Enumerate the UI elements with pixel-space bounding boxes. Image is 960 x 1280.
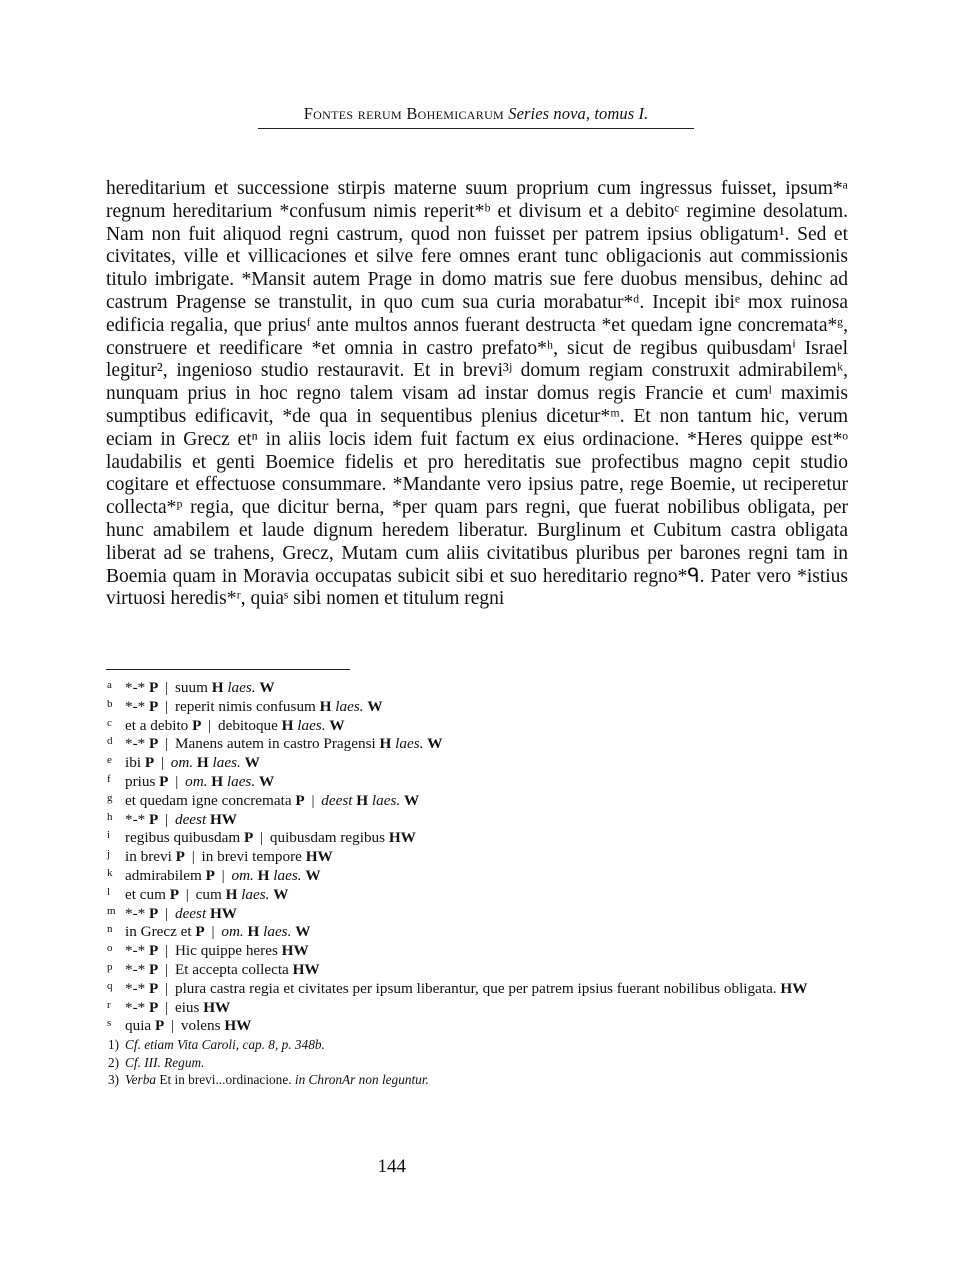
apparatus-note-reading: om. bbox=[231, 866, 254, 884]
source-note bbox=[106, 1036, 848, 1054]
apparatus-note-siglum: H bbox=[247, 923, 260, 941]
apparatus-separator: | bbox=[185, 885, 189, 903]
apparatus-note-siglum: P bbox=[149, 697, 159, 715]
apparatus-note-reading: deest bbox=[321, 791, 353, 809]
apparatus-note-siglum: P bbox=[149, 810, 159, 828]
page-number: 144 bbox=[377, 1156, 406, 1177]
source-note-number: 1) bbox=[108, 1037, 120, 1053]
apparatus-note bbox=[106, 811, 848, 830]
apparatus-note-siglum: HW bbox=[388, 829, 416, 847]
apparatus-note bbox=[106, 717, 848, 736]
apparatus-note-siglum: P bbox=[149, 735, 159, 753]
apparatus-note-siglum: W bbox=[403, 791, 420, 809]
apparatus-note bbox=[106, 999, 848, 1018]
apparatus-separator: | bbox=[311, 791, 315, 809]
apparatus-note-siglum: W bbox=[427, 735, 443, 753]
apparatus-note bbox=[106, 773, 848, 792]
apparatus-note bbox=[106, 886, 848, 905]
apparatus-note-remark: laes. bbox=[371, 791, 401, 809]
apparatus-note-siglum: H bbox=[196, 754, 209, 772]
apparatus-separator: | bbox=[165, 735, 169, 753]
apparatus-note-siglum: P bbox=[144, 754, 155, 772]
apparatus-note-siglum: W bbox=[329, 716, 345, 734]
apparatus-note bbox=[106, 848, 848, 867]
apparatus-note-siglum: W bbox=[259, 679, 275, 696]
apparatus-separator: | bbox=[165, 998, 169, 1016]
apparatus-note-reading: in brevi tempore bbox=[201, 848, 302, 866]
apparatus-note-siglum: P bbox=[149, 904, 159, 922]
apparatus-note-siglum: P bbox=[295, 791, 305, 809]
apparatus-note-reading: Manens autem in castro Pragensi bbox=[174, 735, 376, 753]
apparatus-note-mark: c bbox=[107, 716, 112, 729]
apparatus-note-siglum: P bbox=[169, 885, 179, 903]
source-note-pre: Verba bbox=[125, 1072, 157, 1088]
apparatus-separator: | bbox=[175, 772, 179, 790]
apparatus-note-siglum: HW bbox=[224, 1017, 252, 1035]
apparatus-note-mark: g bbox=[107, 791, 113, 804]
apparatus-note-remark: laes. bbox=[263, 923, 292, 941]
apparatus-separator: | bbox=[165, 679, 169, 696]
apparatus-note-mark: j bbox=[107, 848, 111, 861]
apparatus-note-siglum: HW bbox=[209, 904, 237, 922]
apparatus-note bbox=[106, 923, 848, 942]
apparatus-note-reading: plura castra regia et civitates per ipsum liberantur, que per patrem ipsius fuerant nobilibus obligata. bbox=[174, 979, 777, 997]
apparatus-note-mark: p bbox=[107, 960, 113, 973]
apparatus-note-siglum: W bbox=[258, 772, 275, 790]
apparatus-note-mark: h bbox=[107, 810, 113, 823]
apparatus-note bbox=[106, 905, 848, 924]
apparatus-note-siglum: H bbox=[211, 679, 224, 696]
apparatus-note-reading: om. bbox=[221, 923, 244, 941]
apparatus-note-mark: s bbox=[107, 1017, 112, 1030]
apparatus-note-siglum: P bbox=[149, 998, 159, 1016]
apparatus-separator: | bbox=[165, 697, 169, 715]
apparatus-separator: | bbox=[221, 866, 225, 884]
source-note-number: 3) bbox=[108, 1072, 120, 1088]
source-notes bbox=[106, 1036, 848, 1089]
apparatus-note-siglum: W bbox=[244, 754, 260, 772]
apparatus-note bbox=[106, 735, 848, 754]
apparatus-note-reading: Hic quippe heres bbox=[174, 942, 278, 960]
apparatus-note-lemma: et cum bbox=[125, 885, 166, 903]
apparatus-note bbox=[106, 829, 848, 848]
apparatus-separator: | bbox=[165, 960, 169, 978]
apparatus-note-siglum: H bbox=[211, 772, 224, 790]
apparatus-note-siglum: HW bbox=[281, 942, 309, 960]
apparatus-note-siglum: H bbox=[281, 716, 294, 734]
apparatus-note-siglum: H bbox=[379, 735, 392, 753]
apparatus-note-mark: b bbox=[107, 697, 113, 710]
source-note bbox=[106, 1071, 848, 1089]
apparatus-note-reading: deest bbox=[174, 904, 207, 922]
apparatus-note bbox=[106, 679, 848, 698]
apparatus-separator: | bbox=[211, 923, 215, 941]
source-note bbox=[106, 1054, 848, 1072]
apparatus-note-siglum: P bbox=[243, 829, 254, 847]
apparatus-note-remark: laes. bbox=[297, 716, 326, 734]
apparatus-note-siglum: P bbox=[195, 923, 205, 941]
apparatus-note-siglum: P bbox=[149, 960, 159, 978]
apparatus-note bbox=[106, 867, 848, 886]
apparatus-note-reading: eius bbox=[174, 998, 200, 1016]
running-head-title: Fontes rerum Bohemicarum bbox=[303, 104, 505, 123]
running-head-series: Series nova, tomus I. bbox=[508, 104, 649, 123]
apparatus-note-reading: volens bbox=[180, 1017, 221, 1035]
apparatus-note-remark: laes. bbox=[395, 735, 424, 753]
apparatus-note-mark: f bbox=[107, 772, 111, 785]
apparatus-note bbox=[106, 1017, 848, 1036]
apparatus-note-lemma: et quedam igne concremata bbox=[125, 791, 292, 809]
apparatus-note-lemma: in Grecz et bbox=[125, 923, 192, 941]
apparatus-note-siglum: HW bbox=[209, 810, 237, 828]
apparatus-note-siglum: W bbox=[273, 885, 289, 903]
apparatus-note-reading: suum bbox=[174, 679, 208, 696]
apparatus-note-reading: om. bbox=[170, 754, 194, 772]
apparatus-note-mark: k bbox=[107, 866, 113, 879]
critical-apparatus bbox=[106, 679, 848, 1089]
running-head-rule bbox=[258, 128, 694, 129]
apparatus-note-siglum: P bbox=[149, 979, 159, 997]
apparatus-separator: | bbox=[160, 754, 164, 772]
apparatus-note-lemma: *-* bbox=[125, 679, 146, 696]
apparatus-note-lemma: *-* bbox=[125, 810, 146, 828]
apparatus-note-mark: n bbox=[107, 923, 113, 936]
apparatus-note-mark: a bbox=[107, 679, 112, 691]
apparatus-note-remark: laes. bbox=[227, 679, 256, 696]
apparatus-note-siglum: H bbox=[356, 791, 369, 809]
apparatus-separator: | bbox=[171, 1017, 175, 1035]
apparatus-note-siglum: HW bbox=[292, 960, 320, 978]
apparatus-separator: | bbox=[260, 829, 264, 847]
apparatus-note-reading: reperit nimis confusum bbox=[174, 697, 316, 715]
apparatus-note-reading: quibusdam regibus bbox=[269, 829, 386, 847]
apparatus-note-lemma: ibi bbox=[125, 754, 142, 772]
apparatus-note-reading: om. bbox=[185, 772, 208, 790]
apparatus-note-remark: laes. bbox=[335, 697, 364, 715]
apparatus-note-mark: l bbox=[107, 885, 111, 898]
apparatus-note-mark: m bbox=[107, 904, 116, 917]
apparatus-note-lemma: et a debito bbox=[125, 716, 189, 734]
apparatus-note-reading: debitoque bbox=[217, 716, 278, 734]
source-note-number: 2) bbox=[108, 1054, 120, 1070]
apparatus-note-lemma: in brevi bbox=[125, 848, 172, 866]
apparatus-note-lemma: admirabilem bbox=[125, 866, 202, 884]
apparatus-note-reading: cum bbox=[195, 885, 222, 903]
apparatus-note-reading: deest bbox=[174, 810, 207, 828]
apparatus-note-siglum: W bbox=[305, 866, 321, 884]
apparatus-note-remark: laes. bbox=[212, 754, 241, 772]
apparatus-note-lemma: *-* bbox=[125, 697, 146, 715]
apparatus-note-siglum: W bbox=[367, 697, 383, 715]
apparatus-note-siglum: P bbox=[149, 679, 159, 696]
apparatus-note-siglum: P bbox=[154, 1017, 165, 1035]
apparatus-note-remark: laes. bbox=[273, 866, 302, 884]
footnote-rule bbox=[106, 669, 350, 670]
apparatus-note-lemma: regibus quibusdam bbox=[125, 829, 241, 847]
apparatus-note-lemma: *-* bbox=[125, 979, 146, 997]
apparatus-note-siglum: HW bbox=[780, 979, 808, 997]
apparatus-separator: | bbox=[165, 810, 169, 828]
running-head bbox=[258, 104, 694, 124]
source-note-text: Cf. etiam Vita Caroli, cap. 8, p. 348b. bbox=[125, 1037, 325, 1053]
apparatus-note-siglum: HW bbox=[305, 848, 333, 866]
apparatus-note-mark: d bbox=[107, 735, 113, 748]
apparatus-note bbox=[106, 961, 848, 980]
apparatus-note-mark: o bbox=[107, 942, 113, 955]
apparatus-note bbox=[106, 754, 848, 773]
main-text: hereditarium et successione stirpis materne suum proprium cum ingressus fuisset, ipsum*ᵃ regnum hereditarium *confusum nimis reperit*ᵇ et divisum et a debitoᶜ regimine desolatum. Nam non fuit aliquod regni castrum, quod non fuisset per patrem ipsius obligatum¹. Sed et civitates, ville et villicaciones et silve fere omnes erant tunc obligacionis aut commissionis titulo imbrigate. *Mansit autem Prage in domo matris sue fere duobus mensibus, dehinc ad castrum Pragense se transtulit, in quo cum sua curia morabatur*ᵈ. Incepit ibiᵉ mox ruinosa edificia regalia, que priusᶠ ante multos annos fuerant destructa *et quedam igne concremata*ᵍ, construere et reedificare *et omnia in castro prefato*ʰ, sicut de regibus quibusdamⁱ Israel legitur², ingenioso studio restauravit. Et in brevi³ʲ domum regiam construxit admirabilemᵏ, nunquam prius in hoc regno talem visam ad instar domus regis Francie et cumˡ maximis sumptibus edificavit, *de qua in sequentibus plenius dicetur*ᵐ. Et non tantum hic, verum eciam in Grecz etⁿ in aliis locis idem fuit factum ex eius ordinacione. *Heres quippe est*ᵒ laudabilis et genti Boemice fidelis et pro hereditatis sue profectibus magno cepit studio cogitare et effectuose consummare. *Mandante vero ipsius patre, rege Boemie, ut reciperetur collecta*ᵖ regia, que dicitur berna, *per quam pars regni, que fuerat nobilibus obligata, per hunc amabilem et laude dignum heredem liberatur. Burglinum et Cubitum castra obligata liberat ad se trahens, Grecz, Mutam cum aliis civitatibus pluribus per barones regni tam in Boemia quam in Moravia occupatas subicit sibi et suo hereditario regno*ᑫ. Pater vero *istius virtuosi heredis*ʳ, quiaˢ sibi nomen et titulum regni bbox=[106, 178, 848, 610]
apparatus-separator: | bbox=[165, 904, 169, 922]
apparatus-separator: | bbox=[191, 848, 195, 866]
apparatus-separator: | bbox=[165, 979, 169, 997]
apparatus-note-mark: r bbox=[107, 998, 111, 1011]
apparatus-note-siglum: W bbox=[295, 923, 311, 941]
apparatus-note-lemma: quia bbox=[125, 1017, 152, 1035]
apparatus-note bbox=[106, 942, 848, 961]
apparatus-note-siglum: P bbox=[192, 716, 202, 734]
apparatus-note-siglum: H bbox=[319, 697, 332, 715]
apparatus-note-siglum: P bbox=[205, 866, 215, 884]
apparatus-note-mark: i bbox=[107, 829, 111, 842]
apparatus-note-siglum: P bbox=[159, 772, 169, 790]
apparatus-note-siglum: HW bbox=[203, 998, 231, 1016]
source-note-post: in ChronAr non leguntur. bbox=[294, 1072, 429, 1088]
apparatus-note bbox=[106, 980, 848, 999]
apparatus-note-siglum: P bbox=[149, 942, 159, 960]
apparatus-separator: | bbox=[165, 942, 169, 960]
apparatus-note-lemma: *-* bbox=[125, 735, 146, 753]
source-note-text: Cf. III. Regum. bbox=[125, 1054, 205, 1070]
apparatus-note-reading: Et accepta collecta bbox=[174, 960, 289, 978]
apparatus-note-lemma: *-* bbox=[125, 904, 146, 922]
apparatus-note bbox=[106, 698, 848, 717]
apparatus-note-lemma: *-* bbox=[125, 942, 146, 960]
apparatus-note-remark: laes. bbox=[241, 885, 270, 903]
apparatus-note-lemma: *-* bbox=[125, 960, 146, 978]
apparatus-note-siglum: H bbox=[225, 885, 238, 903]
apparatus-note bbox=[106, 792, 848, 811]
apparatus-note-remark: laes. bbox=[226, 772, 256, 790]
apparatus-note-lemma: *-* bbox=[125, 998, 146, 1016]
apparatus-note-siglum: P bbox=[175, 848, 185, 866]
apparatus-note-siglum: H bbox=[257, 866, 270, 884]
apparatus-note-mark: q bbox=[107, 979, 113, 992]
apparatus-separator: | bbox=[208, 716, 212, 734]
source-note-words: Et in brevi...ordinacione. bbox=[159, 1072, 292, 1088]
apparatus-note-lemma: prius bbox=[125, 772, 156, 790]
apparatus-note-mark: e bbox=[107, 754, 112, 767]
